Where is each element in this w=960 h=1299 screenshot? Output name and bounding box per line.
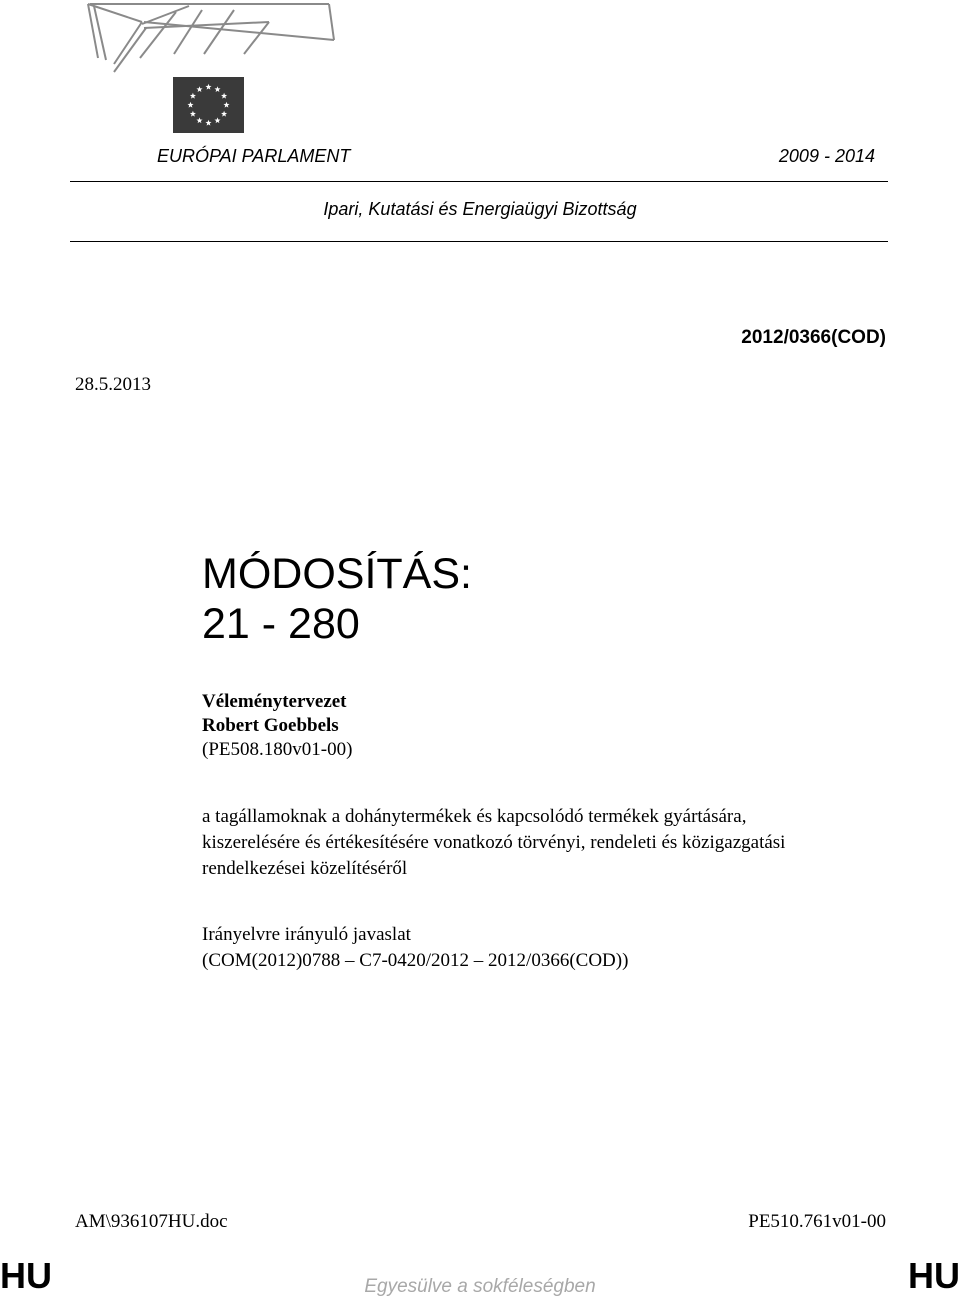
header-divider [70, 181, 888, 182]
language-code-left: HU [0, 1255, 52, 1296]
subject-line: a tagállamoknak a dohánytermékek és kapcsolódó termékek gyártására, [202, 806, 747, 827]
subject-line: rendelkezései közelítéséről [202, 858, 408, 879]
pe-reference: PE510.761v01-00 [748, 1211, 886, 1232]
parliamentary-term: 2009 - 2014 [778, 146, 875, 166]
draft-type: Véleménytervezet [202, 691, 347, 712]
document-date: 28.5.2013 [75, 374, 151, 395]
rapporteur-name: Robert Goebbels [202, 715, 339, 736]
subject-line: kiszerelésére és értékesítésére vonatkozó törvényi, rendeleti és közigazgatási [202, 832, 786, 853]
language-code-right: HU [908, 1255, 960, 1296]
document-title: MÓDOSÍTÁS: [202, 550, 472, 598]
proposal-line: (COM(2012)0788 – C7-0420/2012 – 2012/0366(COD)) [202, 950, 629, 971]
draft-reference: (PE508.180v01-00) [202, 739, 353, 760]
header-divider [70, 241, 888, 242]
proposal-line: Irányelvre irányuló javaslat [202, 924, 411, 945]
procedure-number: 2012/0366(COD) [741, 327, 886, 348]
document-reference: AM\936107HU.doc [75, 1211, 228, 1232]
amendment-range: 21 - 280 [202, 600, 360, 648]
institution-name: EURÓPAI PARLAMENT [157, 146, 351, 166]
ep-emblem-icon [84, 0, 339, 140]
committee-name: Ipari, Kutatási és Energiaügyi Bizottság [323, 199, 637, 219]
eu-motto: Egyesülve a sokféleségben [364, 1276, 596, 1297]
